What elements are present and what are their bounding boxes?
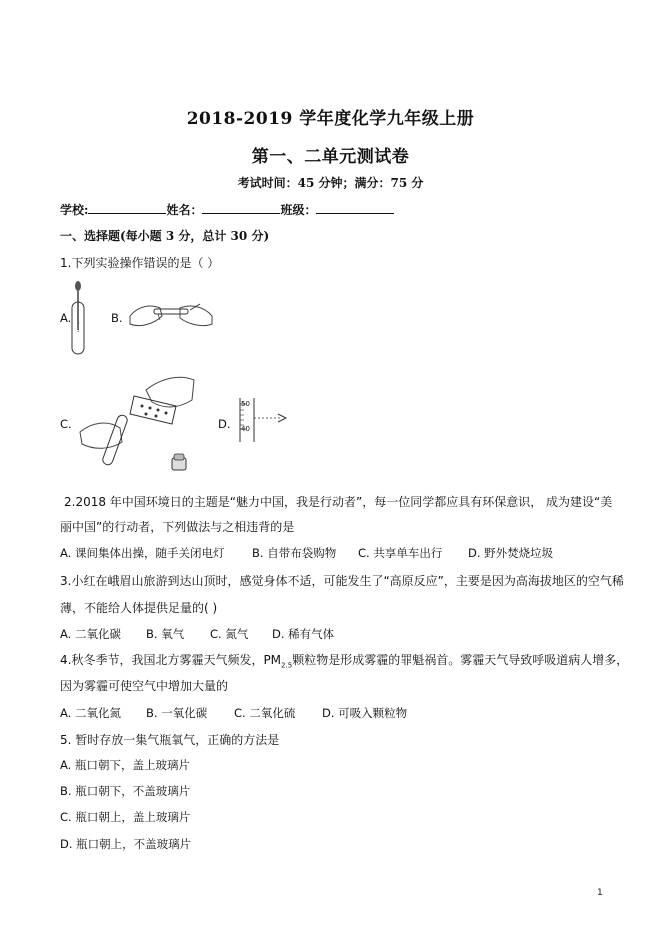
- q2-stem-line1: 2.2018 年中国环境日的主题是“魅力中国，我是行动者”，每一位同学都应具有环保意识， 成为建设“美: [64, 495, 613, 509]
- q3-option-b: B. 氧气: [146, 627, 185, 641]
- q5-option-a: A. 瓶口朝下，盖上玻璃片: [60, 758, 190, 772]
- q3-option-c: C. 氮气: [210, 627, 249, 641]
- q5-stem: 5. 暂时存放一集气瓶氧气，正确的方法是: [60, 733, 280, 747]
- q1-stem: 1.下列实验操作错误的是（ ）: [60, 256, 220, 270]
- q3-stem-line2: 薄，不能给人体提供足量的( ): [60, 601, 218, 615]
- section-heading: 一、选择题(每小题 3 分，总计 30 分): [60, 229, 270, 243]
- q1-option-b-label: B.: [111, 311, 123, 325]
- cylinder-tick-label: 50: [241, 400, 250, 408]
- q3-stem-line1: 3.小红在峨眉山旅游到达山顶时，感觉身体不适，可能发生了“高原反应”，主要是因为高海拔地区的空气稀: [60, 574, 624, 588]
- q5-option-d: D. 瓶口朝上，不盖玻璃片: [60, 837, 192, 851]
- q2-option-d: D. 野外焚烧垃圾: [468, 546, 554, 560]
- svg-text:5: 5: [77, 320, 80, 325]
- page-number: 1: [597, 888, 603, 898]
- pm-subscript: 2.5: [281, 661, 293, 670]
- class-label: 班级：: [280, 203, 317, 217]
- test-tube-dropper-image: [66, 280, 92, 358]
- q5-option-b: B. 瓶口朝下，不盖玻璃片: [60, 784, 191, 798]
- school-label: 学校:: [60, 203, 89, 217]
- cylinder-tick-label: 40: [241, 425, 250, 433]
- q1-option-c-label: C.: [60, 417, 72, 431]
- q1-option-d-label: D.: [218, 417, 231, 431]
- q4-option-b: B. 一氧化碳: [146, 706, 208, 720]
- q3-option-d: D. 稀有气体: [272, 627, 335, 641]
- q2-option-b: B. 自带布袋购物: [252, 546, 337, 560]
- q4-stem-line2: 因为雾霾可使空气中增加大量的: [60, 679, 229, 693]
- class-blank[interactable]: [316, 201, 394, 214]
- school-blank[interactable]: [88, 201, 166, 214]
- q4-stem-part2: 颗粒物是形成雾霾的罪魁祸首。雾霾天气导致呼吸道病人增多，: [292, 653, 629, 667]
- q3-option-a: A. 二氧化碳: [60, 627, 121, 641]
- hands-holding-tube-image: [128, 294, 214, 334]
- pouring-liquid-image: [76, 370, 200, 476]
- svg-text:5: 5: [77, 328, 80, 333]
- name-label: 姓名：: [166, 203, 203, 217]
- q1-option-a-label: A.: [60, 311, 72, 325]
- q2-option-a: A. 课间集体出操，随手关闭电灯: [60, 546, 225, 560]
- q5-option-c: C. 瓶口朝上，盖上玻璃片: [60, 810, 191, 824]
- q4-option-d: D. 可吸入颗粒物: [322, 706, 408, 720]
- page-subtitle: 第一、二单元测试卷: [251, 147, 410, 167]
- exam-info: 考试时间：45 分钟；满分：75 分: [237, 176, 424, 190]
- q4-option-a: A. 二氧化氮: [60, 706, 121, 720]
- q4-option-c: C. 二氧化硫: [234, 706, 296, 720]
- q4-stem-line1: [60, 651, 628, 669]
- q4-stem-part1: 4.秋冬季节，我国北方雾霾天气频发，PM: [60, 653, 282, 667]
- q2-option-c: C. 共享单车出行: [358, 546, 443, 560]
- name-blank[interactable]: [202, 201, 280, 214]
- student-info-line: [60, 201, 394, 218]
- page-title: 2018-2019 学年度化学九年级上册: [186, 109, 475, 129]
- q2-stem-line2: 丽中国”的行动者，下列做法与之相违背的是: [60, 520, 295, 534]
